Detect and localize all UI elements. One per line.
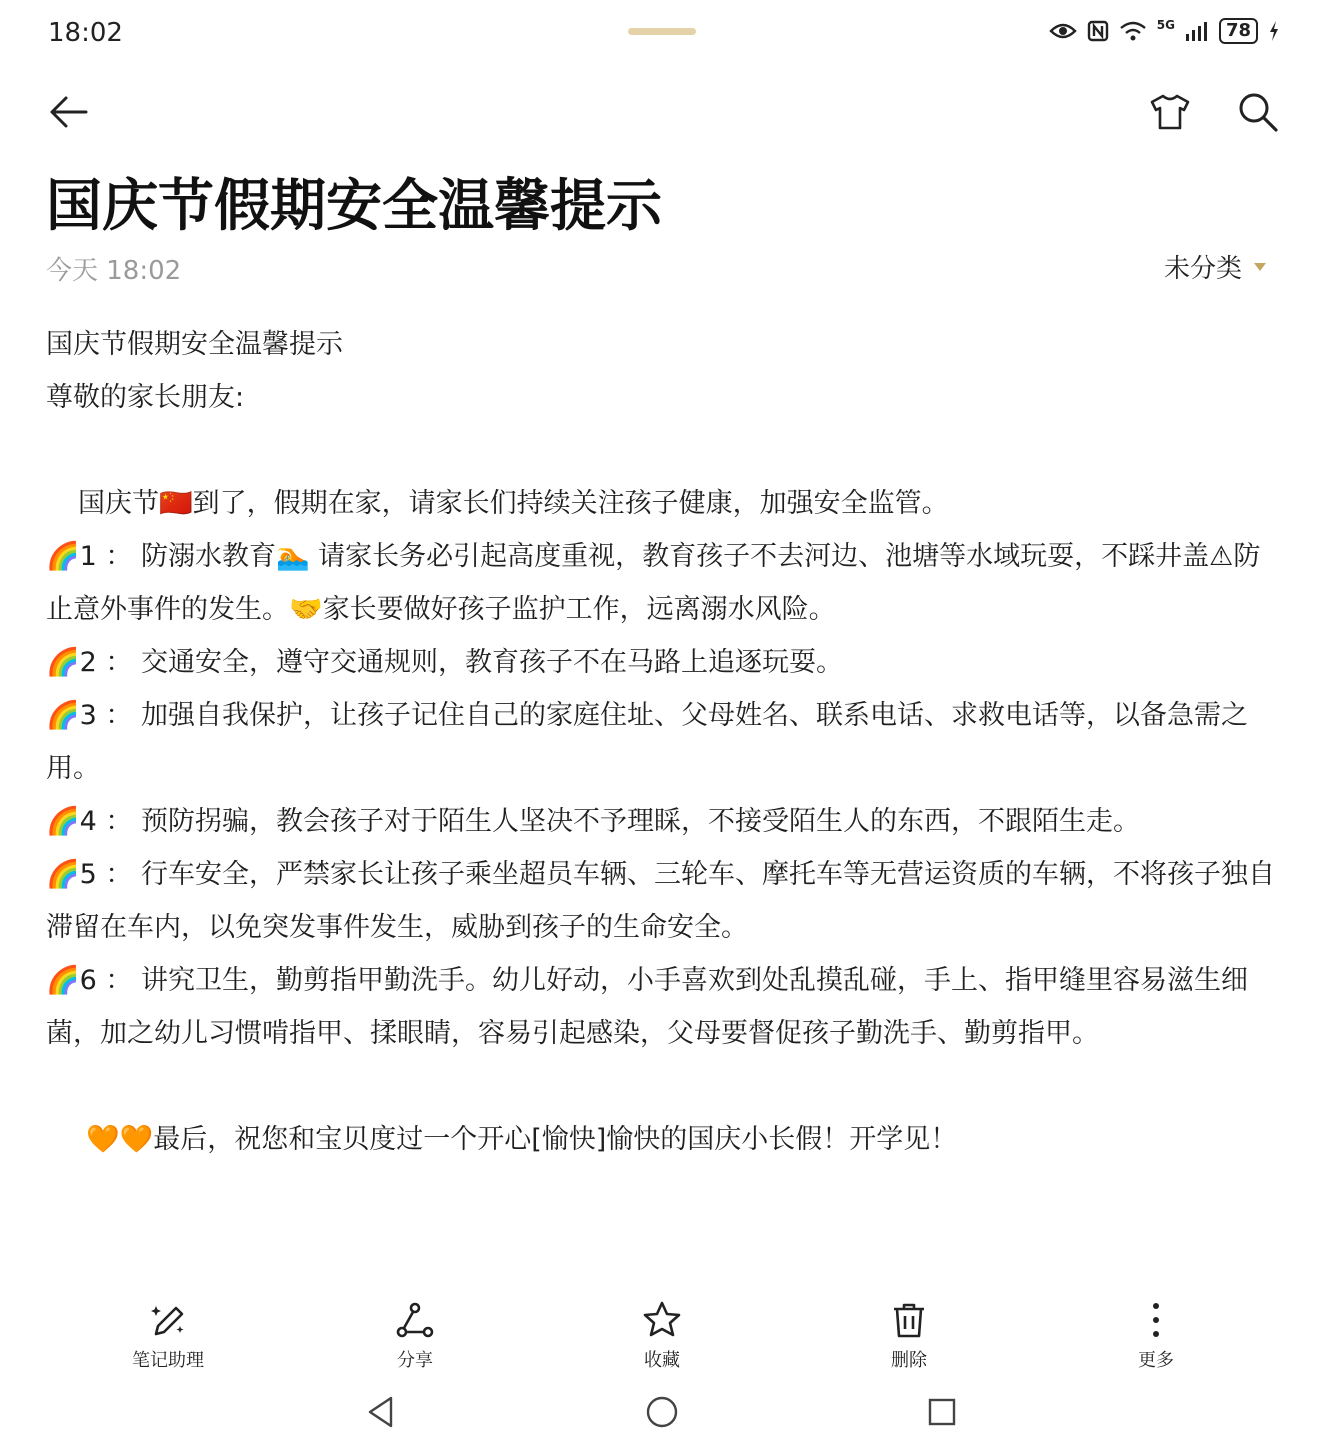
body-line: 🌈6 ： 讲究卫生，勤剪指甲勤洗手。幼儿好动，小手喜欢到处乱摸乱碰，手上、指甲缝里容易滋生细菌，加之幼儿习惯啃指甲、揉眼睛，容易引起感染，父母要督促孩子勤洗手、勤剪指甲。 xyxy=(46,965,1248,1049)
magic-pen-icon xyxy=(148,1300,188,1340)
tshirt-icon xyxy=(1148,90,1192,134)
category-label: 未分类 xyxy=(1163,254,1242,284)
assistant-label: 笔记助理 xyxy=(132,1350,204,1371)
theme-button[interactable] xyxy=(1142,84,1198,140)
triangle-back-icon xyxy=(365,1395,395,1429)
battery-indicator: 78 xyxy=(1219,18,1258,44)
assistant-button[interactable] xyxy=(88,1300,248,1372)
more-label: 更多 xyxy=(1138,1350,1174,1371)
search-icon xyxy=(1236,90,1280,134)
share-button[interactable] xyxy=(335,1300,495,1372)
status-icons xyxy=(1049,18,1280,44)
more-button[interactable] xyxy=(1076,1300,1236,1372)
blank-line xyxy=(46,424,1286,477)
body-line: 国庆节🇨🇳到了，假期在家，请家长们持续关注孩子健康，加强安全监管。 xyxy=(78,488,949,519)
body-line: 🌈3 ： 加强自我保护，让孩子记住自己的家庭住址、父母姓名、联系电话、求救电话等，以备急需之用。 xyxy=(46,700,1248,784)
search-button[interactable] xyxy=(1230,84,1286,140)
note-body[interactable] xyxy=(46,318,1286,1166)
system-nav-bar xyxy=(0,1392,1324,1438)
delete-button[interactable] xyxy=(829,1300,989,1372)
nfc-icon xyxy=(1087,20,1109,42)
body-line: 尊敬的家长朋友: xyxy=(46,382,245,413)
more-vertical-icon xyxy=(1136,1300,1176,1340)
status-time: 18:02 xyxy=(48,18,123,48)
body-line: 🌈5 ： 行车安全，严禁家长让孩子乘坐超员车辆、三轮车、摩托车等无营运资质的车辆，不将孩子独自滞留在车内，以免突发事件发生，威胁到孩子的生命安全。 xyxy=(46,859,1275,943)
caret-down-icon xyxy=(1254,263,1266,271)
body-line: 🌈4 ： 预防拐骗，教会孩子对于陌生人坚决不予理睬，不接受陌生人的东西，不跟陌生走。 xyxy=(46,806,1140,837)
star-icon xyxy=(642,1300,682,1340)
share-icon xyxy=(395,1300,435,1340)
note-title[interactable]: 国庆节假期安全温馨提示 xyxy=(46,174,662,239)
network-label: 5G xyxy=(1156,18,1175,32)
arrow-left-icon xyxy=(46,90,90,134)
share-label: 分享 xyxy=(397,1350,433,1371)
body-line: 🧡🧡最后，祝您和宝贝度过一个开心[愉快]愉快的国庆小长假！开学见！ xyxy=(86,1124,958,1155)
favorite-label: 收藏 xyxy=(644,1350,680,1371)
back-button[interactable] xyxy=(40,84,96,140)
signal-icon xyxy=(1185,20,1209,42)
body-line: 🌈1 ： 防溺水教育🏊 请家长务必引起高度重视，教育孩子不去河边、池塘等水域玩耍，不踩井盖⚠防止意外事件的发生。🤝家长要做好孩子监护工作，远离溺水风险。 xyxy=(46,541,1261,625)
body-line: 🌈2 ： 交通安全，遵守交通规则，教育孩子不在马路上追逐玩耍。 xyxy=(46,647,843,678)
drag-handle[interactable] xyxy=(628,28,696,35)
body-line: 国庆节假期安全温馨提示 xyxy=(46,329,343,360)
delete-label: 删除 xyxy=(891,1350,927,1371)
charging-icon xyxy=(1268,20,1280,42)
favorite-button[interactable] xyxy=(582,1300,742,1372)
square-recents-icon xyxy=(926,1396,958,1428)
bottom-action-bar xyxy=(0,1300,1324,1380)
top-toolbar xyxy=(0,80,1324,150)
trash-icon xyxy=(889,1300,929,1340)
circle-home-icon xyxy=(645,1395,679,1429)
status-bar xyxy=(0,0,1324,70)
wifi-icon xyxy=(1119,20,1147,42)
nav-recents-button[interactable] xyxy=(922,1392,962,1432)
nav-back-button[interactable] xyxy=(360,1392,400,1432)
category-dropdown[interactable] xyxy=(1164,248,1266,285)
eye-icon xyxy=(1049,21,1077,41)
note-timestamp: 今天 18:02 xyxy=(46,256,182,286)
nav-home-button[interactable] xyxy=(642,1392,682,1432)
